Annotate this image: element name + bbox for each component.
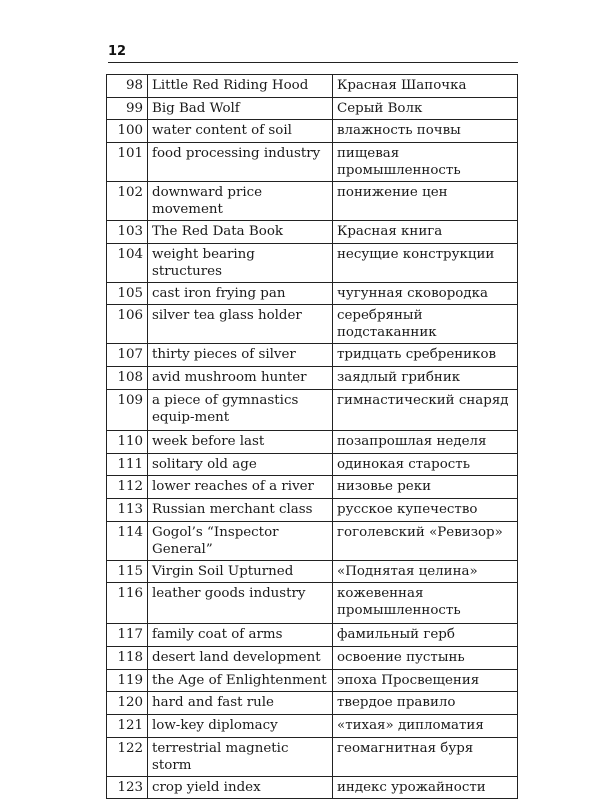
term-english: The Red Data Book [148,221,333,244]
term-russian: «тихая» дипломатия [333,715,518,738]
table-row [107,560,518,583]
term-number: 109 [107,389,148,430]
table-row [107,521,518,560]
term-number: 113 [107,498,148,521]
term-english: avid mushroom hunter [148,367,333,390]
term-russian: эпоха Просвещения [333,669,518,692]
term-number: 123 [107,776,148,799]
term-english: lower reaches of a river [148,476,333,499]
header-rule [108,62,518,63]
glossary-table [106,74,518,799]
table-row [107,243,518,282]
table-row [107,282,518,305]
table-row [107,776,518,799]
term-english: desert land development [148,646,333,669]
term-number: 99 [107,97,148,120]
term-russian: несущие конструкции [333,243,518,282]
table-row [107,120,518,143]
table-row [107,692,518,715]
term-russian: твердое правило [333,692,518,715]
term-number: 104 [107,243,148,282]
term-number: 122 [107,737,148,776]
table-row [107,453,518,476]
table-row [107,305,518,344]
term-number: 105 [107,282,148,305]
term-russian: тридцать сребреников [333,344,518,367]
term-russian: Красная книга [333,221,518,244]
term-russian: влажность почвы [333,120,518,143]
term-russian: пищевая промышленность [333,143,518,182]
term-number: 107 [107,344,148,367]
table-row [107,737,518,776]
term-russian: позапрошлая неделя [333,430,518,453]
term-english: water content of soil [148,120,333,143]
page-number: 12 [108,44,127,59]
term-english: cast iron frying pan [148,282,333,305]
term-russian: серебряный подстаканник [333,305,518,344]
term-english: thirty pieces of silver [148,344,333,367]
term-number: 118 [107,646,148,669]
term-number: 111 [107,453,148,476]
table-row [107,344,518,367]
term-russian: понижение цен [333,182,518,221]
term-number: 100 [107,120,148,143]
glossary-table-body [107,75,518,799]
term-russian: индекс урожайности [333,776,518,799]
term-english: food processing industry [148,143,333,182]
table-row [107,498,518,521]
term-english: the Age of Enlightenment [148,669,333,692]
term-number: 119 [107,669,148,692]
term-english: family coat of arms [148,624,333,647]
term-english: crop yield index [148,776,333,799]
table-row [107,669,518,692]
table-row [107,143,518,182]
term-english: downward price movement [148,182,333,221]
table-row [107,182,518,221]
term-number: 112 [107,476,148,499]
term-russian: фамильный герб [333,624,518,647]
term-russian: Серый Волк [333,97,518,120]
table-row [107,715,518,738]
table-row [107,624,518,647]
table-row [107,389,518,430]
term-number: 114 [107,521,148,560]
table-row [107,75,518,98]
term-number: 102 [107,182,148,221]
table-row [107,583,518,624]
term-number: 110 [107,430,148,453]
term-english: hard and fast rule [148,692,333,715]
term-number: 103 [107,221,148,244]
term-number: 116 [107,583,148,624]
term-number: 117 [107,624,148,647]
term-english: leather goods industry [148,583,333,624]
table-row [107,646,518,669]
term-english: a piece of gymnastics equip-ment [148,389,333,430]
term-english: Gogol’s “Inspector General” [148,521,333,560]
term-number: 101 [107,143,148,182]
term-russian: «Поднятая целина» [333,560,518,583]
table-row [107,221,518,244]
term-english: terrestrial magnetic storm [148,737,333,776]
term-russian: низовье реки [333,476,518,499]
term-russian: гимнастический снаряд [333,389,518,430]
term-russian: одинокая старость [333,453,518,476]
term-number: 108 [107,367,148,390]
term-russian: освоение пустынь [333,646,518,669]
term-english: week before last [148,430,333,453]
table-row [107,476,518,499]
term-russian: геомагнитная буря [333,737,518,776]
table-row [107,97,518,120]
term-english: weight bearing structures [148,243,333,282]
term-number: 106 [107,305,148,344]
term-number: 121 [107,715,148,738]
term-number: 98 [107,75,148,98]
term-english: solitary old age [148,453,333,476]
term-english: Little Red Riding Hood [148,75,333,98]
term-english: Big Bad Wolf [148,97,333,120]
term-russian: заядлый грибник [333,367,518,390]
term-english: low-key diplomacy [148,715,333,738]
term-russian: Красная Шапочка [333,75,518,98]
term-russian: кожевенная промышленность [333,583,518,624]
term-number: 120 [107,692,148,715]
table-row [107,430,518,453]
table-row [107,367,518,390]
term-russian: гоголевский «Ревизор» [333,521,518,560]
term-russian: чугунная сковородка [333,282,518,305]
term-english: Russian merchant class [148,498,333,521]
term-english: silver tea glass holder [148,305,333,344]
term-russian: русское купечество [333,498,518,521]
term-number: 115 [107,560,148,583]
term-english: Virgin Soil Upturned [148,560,333,583]
